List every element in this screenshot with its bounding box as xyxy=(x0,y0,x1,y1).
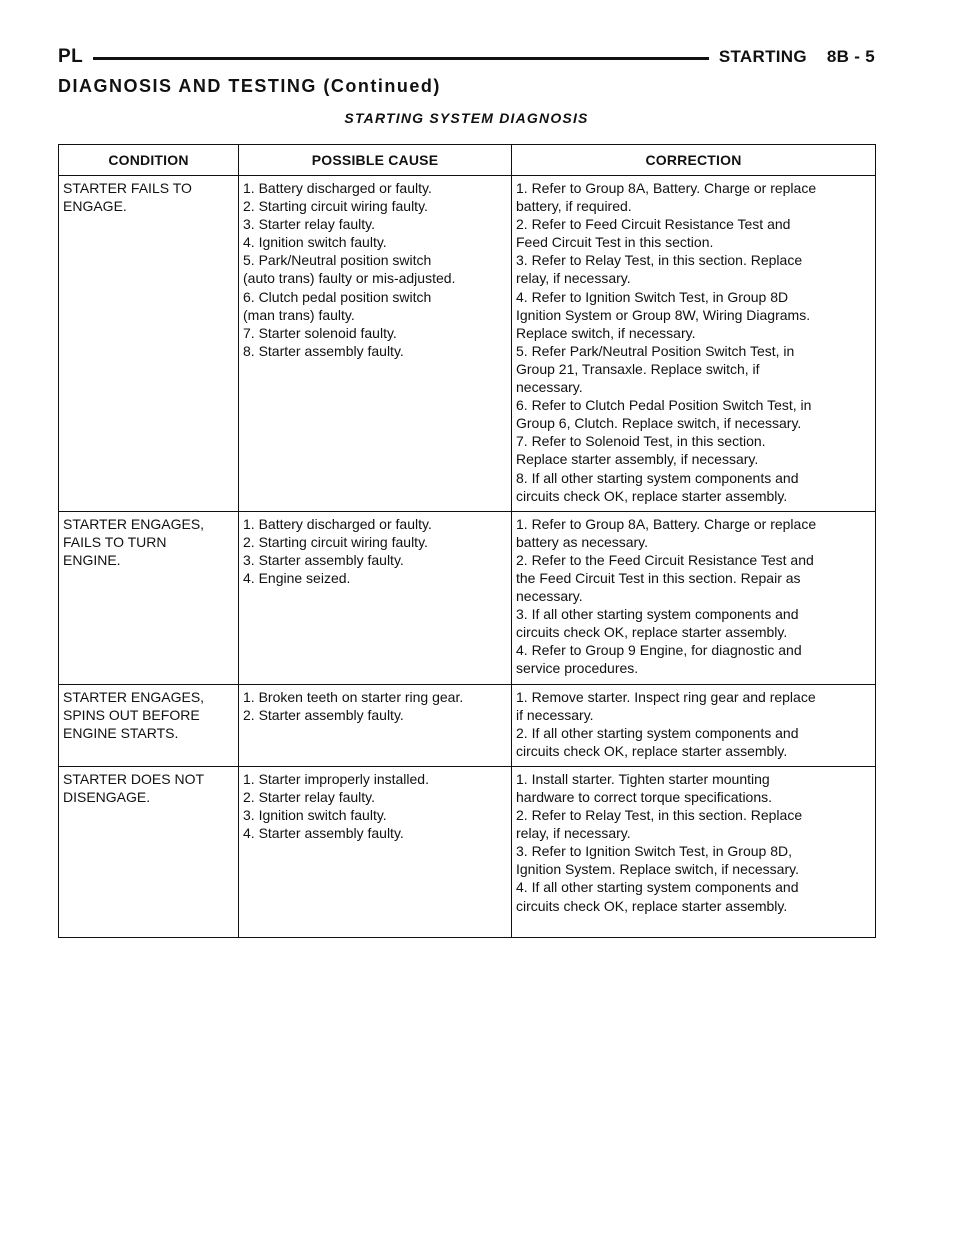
cell-line: 4. If all other starting system components and xyxy=(516,879,799,896)
correction-cell xyxy=(512,766,876,937)
table-row xyxy=(59,176,876,512)
cell-line: (auto trans) faulty or mis-adjusted. xyxy=(243,270,456,287)
cell-line: 2. Starting circuit wiring faulty. xyxy=(243,198,428,215)
cell-line: Feed Circuit Test in this section. xyxy=(516,234,714,251)
cell-line: Ignition System or Group 8W, Wiring Diagrams. xyxy=(516,306,811,323)
cell-line: 3. Refer to Ignition Switch Test, in Group 8D, xyxy=(516,843,792,860)
section-title: DIAGNOSIS AND TESTING (Continued) xyxy=(58,76,441,96)
cell-line: Group 6, Clutch. Replace switch, if necessary. xyxy=(516,415,802,432)
condition-cell xyxy=(59,684,239,766)
correction-cell xyxy=(512,684,876,766)
cell-line: ENGINE. xyxy=(63,551,121,568)
cell-line: the Feed Circuit Test in this section. Repair as xyxy=(516,569,801,586)
cell-line: 4. Ignition switch faulty. xyxy=(243,234,387,251)
cell-line: SPINS OUT BEFORE xyxy=(63,706,200,723)
manual-code: PL xyxy=(58,46,84,67)
cell-line: 1. Broken teeth on starter ring gear. xyxy=(243,688,464,705)
table-row xyxy=(59,684,876,766)
cell-line: 2. Refer to Relay Test, in this section. Replace xyxy=(516,807,803,824)
cell-line: DISENGAGE. xyxy=(63,789,151,805)
cell-line: 3. Ignition switch faulty. xyxy=(243,807,387,824)
cell-line: 1. Starter improperly installed. xyxy=(243,770,429,787)
column-header: POSSIBLE CAUSE xyxy=(239,145,512,176)
table-row xyxy=(59,766,876,937)
cell-line: 4. Refer to Group 9 Engine, for diagnostic and xyxy=(516,642,802,659)
cell-line: 2. Refer to Feed Circuit Resistance Test and xyxy=(516,216,791,233)
cell-line: 7. Refer to Solenoid Test, in this section. xyxy=(516,433,766,450)
condition-cell xyxy=(59,511,239,684)
cell-line: 1. Refer to Group 8A, Battery. Charge or replace xyxy=(516,180,817,196)
correction-cell xyxy=(512,511,876,684)
cause-cell xyxy=(239,511,512,684)
cell-line: service procedures. xyxy=(516,660,639,677)
cell-line: relay, if necessary. xyxy=(516,825,631,842)
table-row xyxy=(59,511,876,684)
cell-line: ENGAGE. xyxy=(63,198,127,215)
cell-line: circuits check OK, replace starter assembly. xyxy=(516,742,788,759)
cell-line: 6. Refer to Clutch Pedal Position Switch Test, in xyxy=(516,397,812,414)
cell-line: 7. Starter solenoid faulty. xyxy=(243,324,397,341)
column-header: CORRECTION xyxy=(512,145,876,176)
cell-line: battery as necessary. xyxy=(516,533,649,550)
cell-line: 3. If all other starting system components and xyxy=(516,606,799,623)
cell-line: 5. Park/Neutral position switch xyxy=(243,252,432,269)
correction-cell xyxy=(512,176,876,512)
table-header-row xyxy=(59,145,876,176)
cell-line: 4. Starter assembly faulty. xyxy=(243,825,404,842)
cell-line: 4. Engine seized. xyxy=(243,569,351,586)
cell-line: 2. Refer to the Feed Circuit Resistance Test and xyxy=(516,551,814,568)
cell-line: 2. If all other starting system components and xyxy=(516,724,799,741)
condition-cell xyxy=(59,766,239,937)
cell-line: Replace starter assembly, if necessary. xyxy=(516,451,759,468)
table-title: STARTING SYSTEM DIAGNOSIS xyxy=(344,110,589,126)
cell-line: relay, if necessary. xyxy=(516,270,631,287)
cell-line: STARTER ENGAGES, xyxy=(63,515,205,532)
cell-line: circuits check OK, replace starter assembly. xyxy=(516,487,788,504)
cell-line: hardware to correct torque specifications. xyxy=(516,789,773,805)
condition-cell xyxy=(59,176,239,512)
cell-line: 1. Battery discharged or faulty. xyxy=(243,515,432,532)
cell-line: 2. Starter assembly faulty. xyxy=(243,706,404,723)
column-header: CONDITION xyxy=(59,145,239,176)
cell-line: necessary. xyxy=(516,379,583,396)
cell-line: 1. Install starter. Tighten starter mounting xyxy=(516,770,770,787)
section-name: STARTING xyxy=(718,47,807,66)
cell-line: STARTER ENGAGES, xyxy=(63,688,205,705)
cell-line: 2. Starting circuit wiring faulty. xyxy=(243,533,428,550)
cell-line: circuits check OK, replace starter assembly. xyxy=(516,897,788,914)
header-right xyxy=(719,47,875,67)
table-body xyxy=(59,176,876,938)
cell-line: 3. Refer to Relay Test, in this section. Replace xyxy=(516,252,803,269)
cell-line: 5. Refer Park/Neutral Position Switch Test, in xyxy=(516,342,795,359)
cell-line: 6. Clutch pedal position switch xyxy=(243,288,432,305)
cause-cell xyxy=(239,176,512,512)
cell-line: 3. Starter relay faulty. xyxy=(243,216,376,233)
cell-line: Ignition System. Replace switch, if necessary. xyxy=(516,861,799,878)
cell-line: ENGINE STARTS. xyxy=(63,724,179,741)
cell-line: 1. Remove starter. Inspect ring gear and replace xyxy=(516,688,816,705)
cause-cell xyxy=(239,684,512,766)
cell-line: 3. Starter assembly faulty. xyxy=(243,551,404,568)
cell-line: if necessary. xyxy=(516,706,594,723)
cell-line: 8. Starter assembly faulty. xyxy=(243,342,404,359)
cell-line: 2. Starter relay faulty. xyxy=(243,789,376,805)
cause-cell xyxy=(239,766,512,937)
cell-line: 4. Refer to Ignition Switch Test, in Group 8D xyxy=(516,288,789,305)
page-number: 8B - 5 xyxy=(826,47,875,66)
cell-line: Replace switch, if necessary. xyxy=(516,324,696,341)
page-header xyxy=(58,44,875,70)
cell-line: battery, if required. xyxy=(516,198,632,215)
cell-line: 1. Battery discharged or faulty. xyxy=(243,180,432,196)
cell-line: circuits check OK, replace starter assembly. xyxy=(516,624,788,641)
diagnosis-table xyxy=(58,144,876,938)
cell-line: 8. If all other starting system components and xyxy=(516,469,799,486)
cell-line: Group 21, Transaxle. Replace switch, if xyxy=(516,360,760,377)
cell-line: FAILS TO TURN xyxy=(63,533,167,550)
cell-line: (man trans) faulty. xyxy=(243,306,355,323)
cell-line: necessary. xyxy=(516,588,583,605)
cell-line: 1. Refer to Group 8A, Battery. Charge or replace xyxy=(516,515,817,532)
cell-line: STARTER DOES NOT xyxy=(63,770,205,787)
cell-line: STARTER FAILS TO xyxy=(63,180,192,196)
header-rule xyxy=(93,57,709,60)
